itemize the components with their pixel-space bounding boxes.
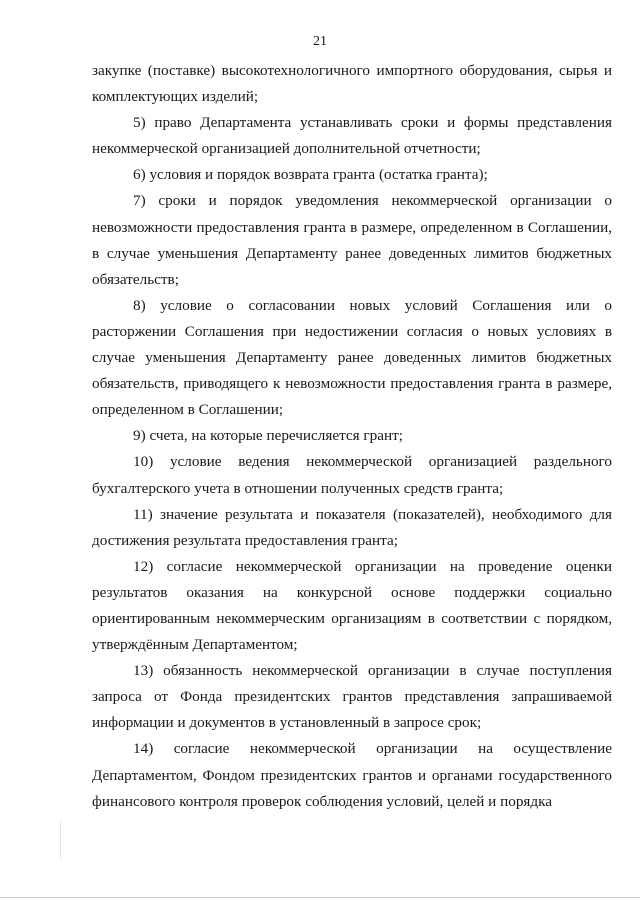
paragraph-item-11: 11) значение результата и показателя (показателей), необходимого для достижения результата предоставления гранта; <box>92 505 612 549</box>
paragraph-item-5: 5) право Департамента устанавливать сроки и формы представления некоммерческой организацией дополнительной отчетности; <box>92 114 612 158</box>
scan-edge-mark <box>60 820 61 860</box>
paragraph-item-10: 10) условие ведения некоммерческой организацией раздельного бухгалтерского учета в отношении полученных средств гранта; <box>92 453 612 497</box>
paragraph-item-6: 6) условия и порядок возврата гранта (остатка гранта); <box>133 166 488 184</box>
paragraph-item-14: 14) согласие некоммерческой организации на осуществление Департаментом, Фондом президентских грантов и органами государственного финансового контроля проверок соблюдения условий, целей и порядка <box>92 740 612 810</box>
paragraph-item-9: 9) счета, на которые перечисляется грант; <box>133 427 403 445</box>
paragraph-item-7: 7) сроки и порядок уведомления некоммерческой организации о невозможности предоставления гранта в размере, определенном в Соглашении, в случае уменьшения Департаменту ранее доведенных лимитов бюджетных обязательств; <box>92 192 612 288</box>
paragraph-continuation: закупке (поставке) высокотехнологичного импортного оборудования, сырья и комплектующих изделий; <box>92 62 612 106</box>
page-number: 21 <box>313 34 327 49</box>
paragraph-item-8: 8) условие о согласовании новых условий Соглашения или о расторжении Соглашения при недостижении согласия о новых условиях в случае уменьшения Департаменту ранее доведенных лимитов бюджетных обязательств, приводящего к невозможности предоставления гранта в размере, определенном в Соглашении; <box>92 296 612 419</box>
paragraph-item-13: 13) обязанность некоммерческой организации в случае поступления запроса от Фонда президентских грантов представления запрашиваемой информации и документов в установленный в запросе срок; <box>92 662 612 732</box>
scan-bottom-edge <box>0 897 640 898</box>
paragraph-item-12: 12) согласие некоммерческой организации на проведение оценки результатов оказания на конкурсной основе поддержки социально ориентированным некоммерческим организациям в соответствии с порядком, утверждённым Департаментом; <box>92 557 612 654</box>
document-body <box>92 58 612 815</box>
